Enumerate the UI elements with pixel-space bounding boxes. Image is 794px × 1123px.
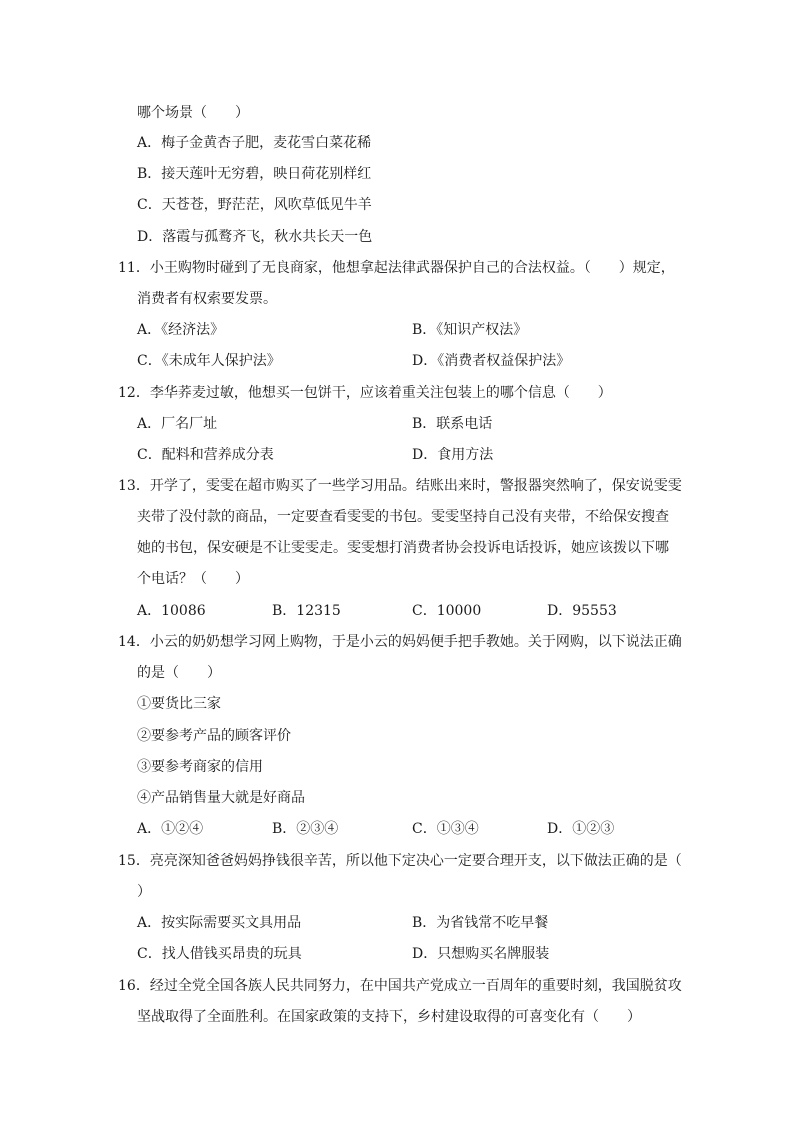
q11-option-c: C．《未成年人保护法》	[137, 353, 281, 369]
q14-item-4: ④产品销售量大就是好商品	[137, 790, 305, 806]
q11-option-b: B．《知识产权法》	[412, 322, 528, 338]
q13-option-d: D．95553	[547, 603, 617, 619]
q12-stem: 12．李华荞麦过敏，他想买一包饼干，应该着重关注包装上的哪个信息（ ）	[118, 385, 612, 401]
q12-option-b: B．联系电话	[412, 416, 493, 432]
q10-option-a: A．梅子金黄杏子肥，麦花雪白菜花稀	[137, 135, 372, 151]
q11-stem-line2: 消费者有权索要发票。	[137, 291, 277, 307]
q10-option-b: B．接天莲叶无穷碧，映日荷花别样红	[137, 166, 372, 182]
q15-stem-line1: 15．亮亮深知爸爸妈妈挣钱很辛苦，所以他下定决心一定要合理开支，以下做法正确的是（	[118, 853, 682, 869]
q15-option-d: D．只想购买名牌服装	[412, 946, 550, 962]
q14-item-3: ③要参考商家的信用	[137, 759, 263, 775]
q13-stem-line3: 她的书包，保安硬是不让雯雯走。雯雯想打消费者协会投诉电话投诉，她应该拨以下哪	[137, 540, 669, 556]
q14-item-2: ②要参考产品的顾客评价	[137, 728, 291, 744]
q14-option-b: B．②③④	[272, 821, 339, 837]
q15-option-a: A．按实际需要买文具用品	[137, 915, 302, 931]
q14-option-d: D．①②③	[547, 821, 615, 837]
q11-stem-line1: 11．小王购物时碰到了无良商家，他想拿起法律武器保护自己的合法权益。（ ）规定，	[118, 260, 675, 276]
q13-option-a: A．10086	[137, 603, 206, 619]
q16-stem-line2: 坚战取得了全面胜利。在国家政策的支持下，乡村建设取得的可喜变化有（ ）	[137, 1009, 641, 1025]
q11-option-a: A．《经济法》	[137, 322, 225, 338]
q15-option-c: C．找人借钱买昂贵的玩具	[137, 946, 302, 962]
q12-option-a: A．厂名厂址	[137, 416, 218, 432]
q14-stem-line2: 的是（ ）	[137, 665, 221, 681]
q10-stem: 哪个场景（ ）	[137, 105, 249, 121]
q13-option-c: C．10000	[412, 603, 482, 619]
q14-stem-line1: 14．小云的奶奶想学习网上购物，于是小云的妈妈便手把手教她。关于网购，以下说法正确	[118, 634, 682, 650]
q13-stem-line2: 夹带了没付款的商品，一定要查看雯雯的书包。雯雯坚持自己没有夹带，不给保安搜查	[137, 509, 669, 525]
q16-stem-line1: 16．经过全党全国各族人民共同努力，在中国共产党成立一百周年的重要时刻，我国脱贫攻	[118, 978, 682, 994]
q12-option-c: C．配料和营养成分表	[137, 447, 274, 463]
q13-stem-line4: 个电话？（ ）	[137, 571, 249, 587]
q13-option-b: B．12315	[272, 603, 341, 619]
q15-stem-line2: ）	[137, 884, 151, 900]
q14-option-a: A．①②④	[137, 821, 204, 837]
q10-option-d: D．落霞与孤鹜齐飞，秋水共长天一色	[137, 229, 373, 245]
q15-option-b: B．为省钱常不吃早餐	[412, 915, 549, 931]
q11-option-d: D．《消费者权益保护法》	[412, 353, 571, 369]
q13-stem-line1: 13．开学了，雯雯在超市购买了一些学习用品。结账出来时，警报器突然响了，保安说雯雯	[118, 478, 682, 494]
q14-option-c: C．①③④	[412, 821, 479, 837]
q12-option-d: D．食用方法	[412, 447, 494, 463]
q14-item-1: ①要货比三家	[137, 696, 221, 712]
q10-option-c: C．天苍苍，野茫茫，风吹草低见牛羊	[137, 197, 372, 213]
